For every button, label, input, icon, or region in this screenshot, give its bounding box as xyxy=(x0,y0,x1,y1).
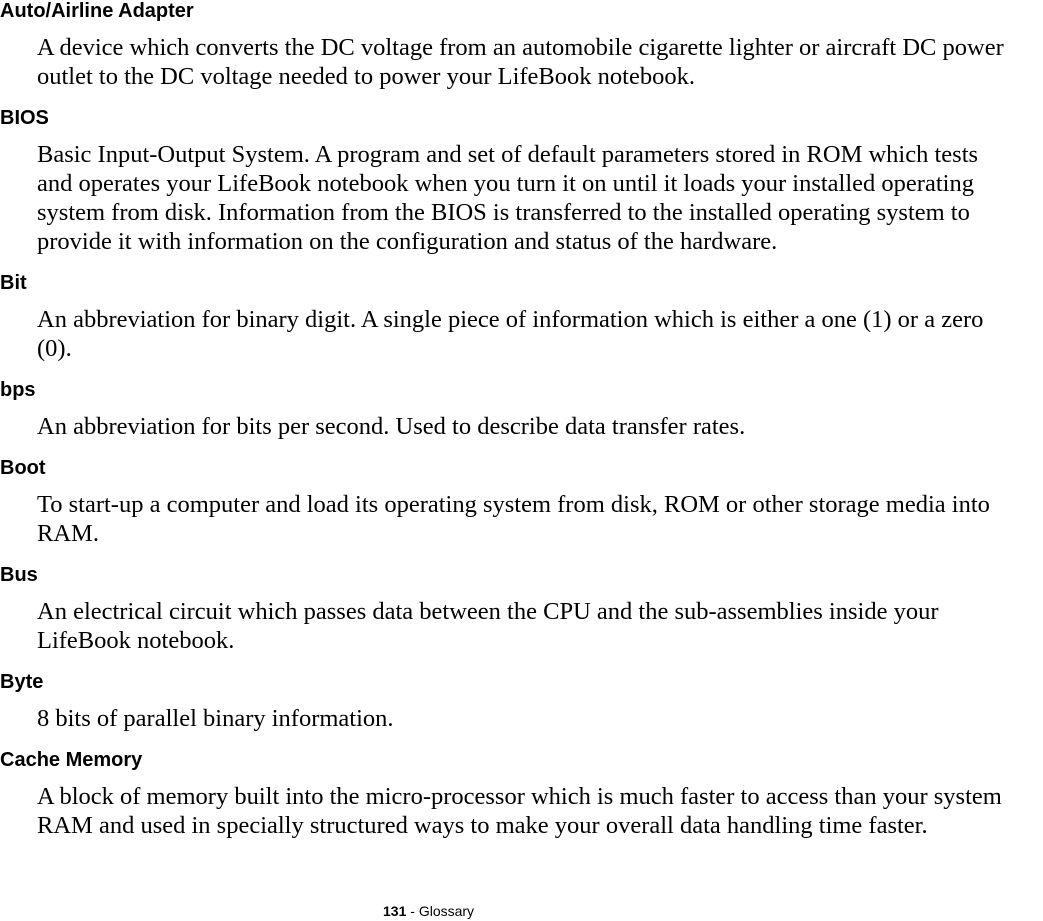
glossary-definition: An electrical circuit which passes data between the CPU and the sub-assemblies inside your LifeBook notebook. xyxy=(37,598,939,654)
glossary-definition: Basic Input-Output System. A program and set of default parameters stored in ROM which tests and operates your LifeBook notebook when you turn it on until it loads your installed operating system from disk. Information from the BIOS is transferred to the installed operating system to provide it with information on the configuration and status of the hardware. xyxy=(37,141,979,255)
glossary-definition: A device which converts the DC voltage from an automobile cigarette lighter or aircraft DC power outlet to the DC voltage needed to power your LifeBook notebook. xyxy=(37,34,1004,90)
glossary-entry-auto-airline-adapter xyxy=(0,0,1043,107)
glossary-definition: An abbreviation for binary digit. A single piece of information which is either a one (1) or a zero (0). xyxy=(37,306,984,362)
glossary-definition: To start-up a computer and load its operating system from disk, ROM or other storage media into RAM. xyxy=(37,491,990,547)
glossary-entry-cache-memory xyxy=(0,749,1043,856)
footer-section-title: Glossary xyxy=(418,903,475,919)
glossary-entry-byte xyxy=(0,671,1043,749)
glossary-definition: An abbreviation for bits per second. Used to describe data transfer rates. xyxy=(37,413,746,440)
glossary-term: Byte xyxy=(0,671,44,693)
page-footer xyxy=(383,903,683,920)
glossary-entry-bit xyxy=(0,272,1043,379)
footer-separator: - xyxy=(406,903,419,919)
glossary-term: Boot xyxy=(0,457,46,479)
page-number: 131 xyxy=(383,903,407,919)
glossary-definition: A block of memory built into the micro-processor which is much faster to access than your system RAM and used in specially structured ways to make your overall data handling time faster. xyxy=(37,783,1002,839)
glossary-term: Cache Memory xyxy=(0,749,143,771)
glossary-term: Bit xyxy=(0,272,27,294)
glossary-term: BIOS xyxy=(0,107,49,129)
glossary-entry-bus xyxy=(0,564,1043,671)
glossary-term: bps xyxy=(0,379,36,401)
glossary-definition: 8 bits of parallel binary information. xyxy=(37,705,394,732)
glossary-term: Bus xyxy=(0,564,38,586)
glossary-entry-boot xyxy=(0,457,1043,564)
glossary-term: Auto/Airline Adapter xyxy=(0,0,194,22)
glossary-entry-bps xyxy=(0,379,1043,457)
glossary-entry-bios xyxy=(0,107,1043,272)
